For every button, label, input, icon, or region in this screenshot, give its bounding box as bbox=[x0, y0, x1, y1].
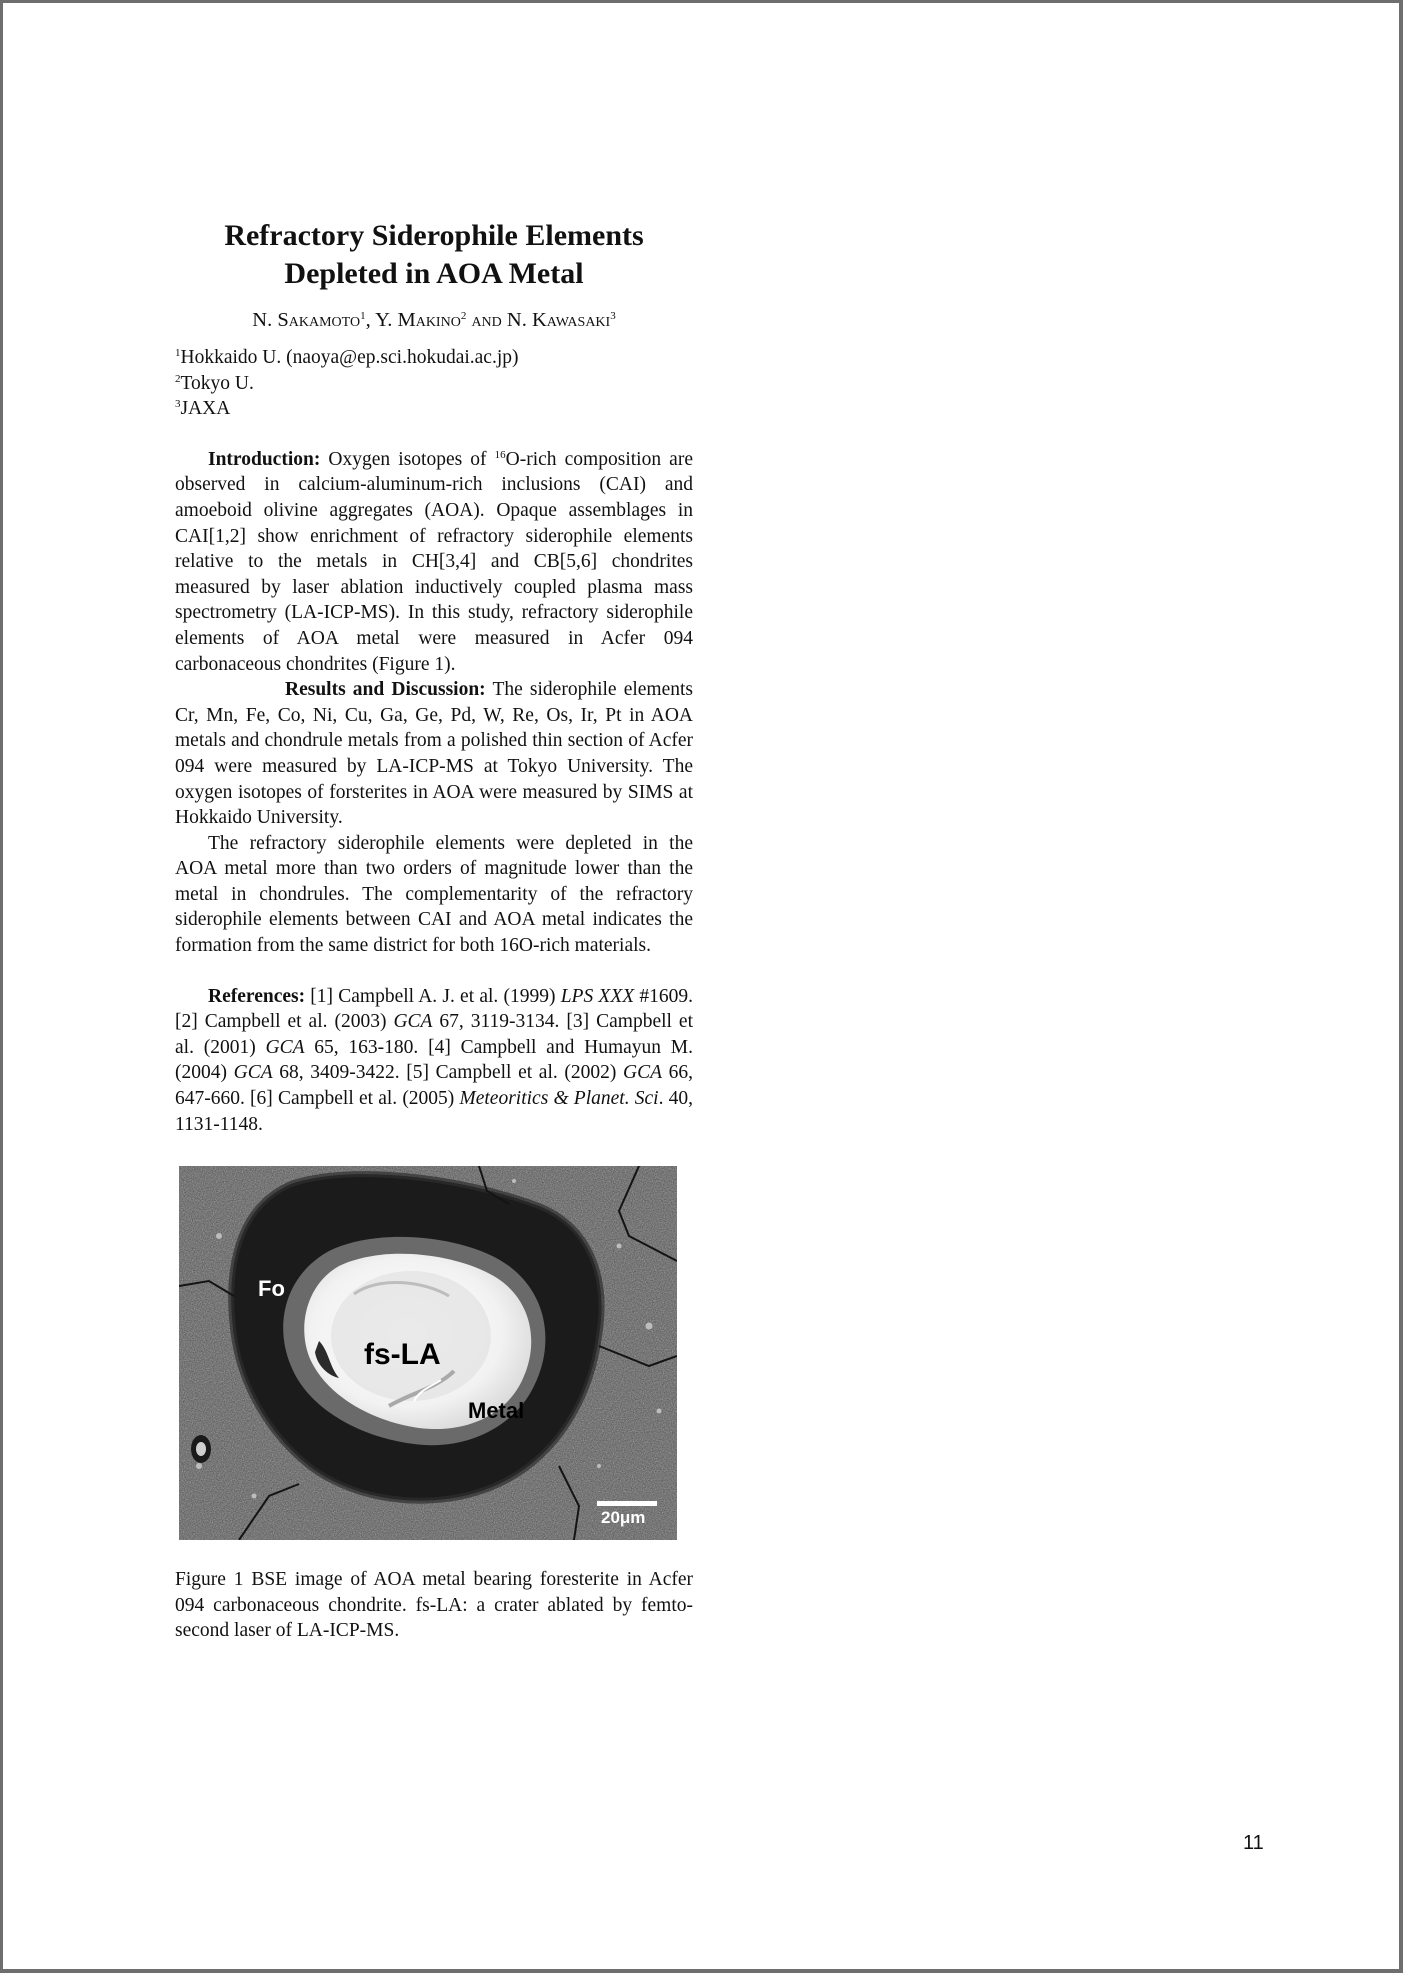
paragraph-text: The siderophile elements Cr, Mn, Fe, Co, Ni, Cu, Ga, Ge, Pd, W, Re, Os, Ir, Pt in AOA metals and chondrule metals from a polished thin section of Acfer 094 were measured by LA-ICP-MS at Tokyo University. The oxygen isotopes of forsterites in AOA were measured by SIMS at Hokkaido University. bbox=[175, 679, 694, 829]
bse-image-figure bbox=[179, 1166, 677, 1540]
figure-label-metal: Metal bbox=[468, 1398, 525, 1424]
page-number: 11 bbox=[1243, 1832, 1264, 1854]
affiliation-item bbox=[175, 371, 693, 397]
affiliation-text: Tokyo U. bbox=[180, 372, 254, 394]
title-line-1: Refractory Siderophile Elements bbox=[224, 219, 644, 252]
affiliation-sup: 3 bbox=[175, 398, 181, 411]
reference-text: [1] Campbell A. J. et al. (1999) bbox=[305, 985, 561, 1007]
affiliation-text: Hokkaido U. (naoya@ep.sci.hokudai.ac.jp) bbox=[180, 347, 519, 368]
journal-name: LPS XXX bbox=[560, 985, 635, 1007]
article-title bbox=[175, 217, 693, 293]
journal-name: GCA bbox=[233, 1062, 273, 1084]
article-column bbox=[175, 217, 693, 1644]
author-list bbox=[175, 307, 693, 333]
figure-caption: Figure 1 BSE image of AOA metal bearing foresterite in Acfer 094 carbonaceous chondrite. fs-LA: a crater ablated by femto-second laser of LA-ICP-MS. bbox=[175, 1569, 693, 1642]
author-affil-sup: 2 bbox=[460, 310, 467, 322]
paragraph-text: Oxygen isotopes of bbox=[320, 448, 495, 470]
author-separator: and bbox=[466, 309, 507, 331]
isotope-sup: 16 bbox=[494, 448, 506, 461]
paragraph-text: O-rich composition are observed in calcium-aluminum-rich inclusions (CAI) and amoeboid olivine aggregates (AOA). Opaque assemblages in CAI[1,2] show enrichment of refractory siderophile elements relative to the metals in CH[3,4] and CB[5,6] chondrites measured by laser ablation inductively coupled plasma mass spectrometry (LA-ICP-MS). In this study, refractory siderophile elements of AOA metal were measured in Acfer 094 carbonaceous chondrites (Figure 1). bbox=[175, 448, 693, 675]
section-heading: Introduction: bbox=[208, 448, 321, 470]
author-name: N. Sakamoto bbox=[252, 309, 361, 331]
affiliation-item bbox=[175, 396, 693, 422]
scale-bar-label: 20μm bbox=[601, 1508, 646, 1528]
affiliation-sup: 2 bbox=[175, 372, 181, 385]
scale-bar bbox=[597, 1501, 657, 1506]
title-line-2: Depleted in AOA Metal bbox=[284, 257, 584, 290]
discussion-paragraph: The refractory siderophile elements were depleted in the AOA metal more than two orders of magnitude lower than the metal in chondrules. The complementarity of the refractory siderophile elements between CAI and AOA metal indicates the formation from the same district for both 16O-rich materials. bbox=[175, 832, 693, 957]
author-name: N. Kawasaki bbox=[506, 309, 611, 331]
affiliations bbox=[175, 345, 693, 422]
journal-name: GCA bbox=[265, 1036, 305, 1058]
references-paragraph bbox=[175, 984, 693, 1138]
figure-label-fs-la: fs-LA bbox=[364, 1338, 441, 1372]
affiliation-item bbox=[175, 345, 693, 371]
figure-label-fo: Fo bbox=[258, 1276, 285, 1302]
author-separator: , bbox=[365, 309, 376, 331]
introduction-paragraph bbox=[175, 447, 693, 677]
section-heading: Results and Discussion: bbox=[285, 679, 486, 701]
reference-text: 66, 647-660. [6] Campbell et al. (2005) bbox=[175, 1062, 693, 1110]
journal-name: GCA bbox=[393, 1011, 433, 1033]
affiliation-text: JAXA bbox=[180, 398, 231, 420]
affiliation-sup: 1 bbox=[175, 347, 181, 359]
journal-name: GCA bbox=[622, 1062, 662, 1084]
journal-name: Meteoritics & Planet. Sci bbox=[459, 1088, 659, 1110]
author-affil-sup: 1 bbox=[360, 310, 366, 322]
reference-text: 65, 163-180. [4] Campbell and Humayun M. (2004) bbox=[175, 1036, 694, 1084]
author-affil-sup: 3 bbox=[610, 310, 616, 322]
reference-text: . 40, 1131-1148. bbox=[175, 1088, 694, 1135]
reference-text: 67, 3119-3134. [3] Campbell et al. (2001) bbox=[175, 1011, 693, 1058]
reference-text: 68, 3409-3422. [5] Campbell et al. (2002) bbox=[272, 1062, 623, 1084]
article-body bbox=[175, 447, 693, 1137]
author-name: Y. Makino bbox=[375, 309, 461, 331]
reference-text: #1609. [2] Campbell et al. (2003) bbox=[175, 985, 693, 1033]
results-paragraph bbox=[175, 677, 693, 831]
section-heading: References: bbox=[208, 985, 306, 1007]
